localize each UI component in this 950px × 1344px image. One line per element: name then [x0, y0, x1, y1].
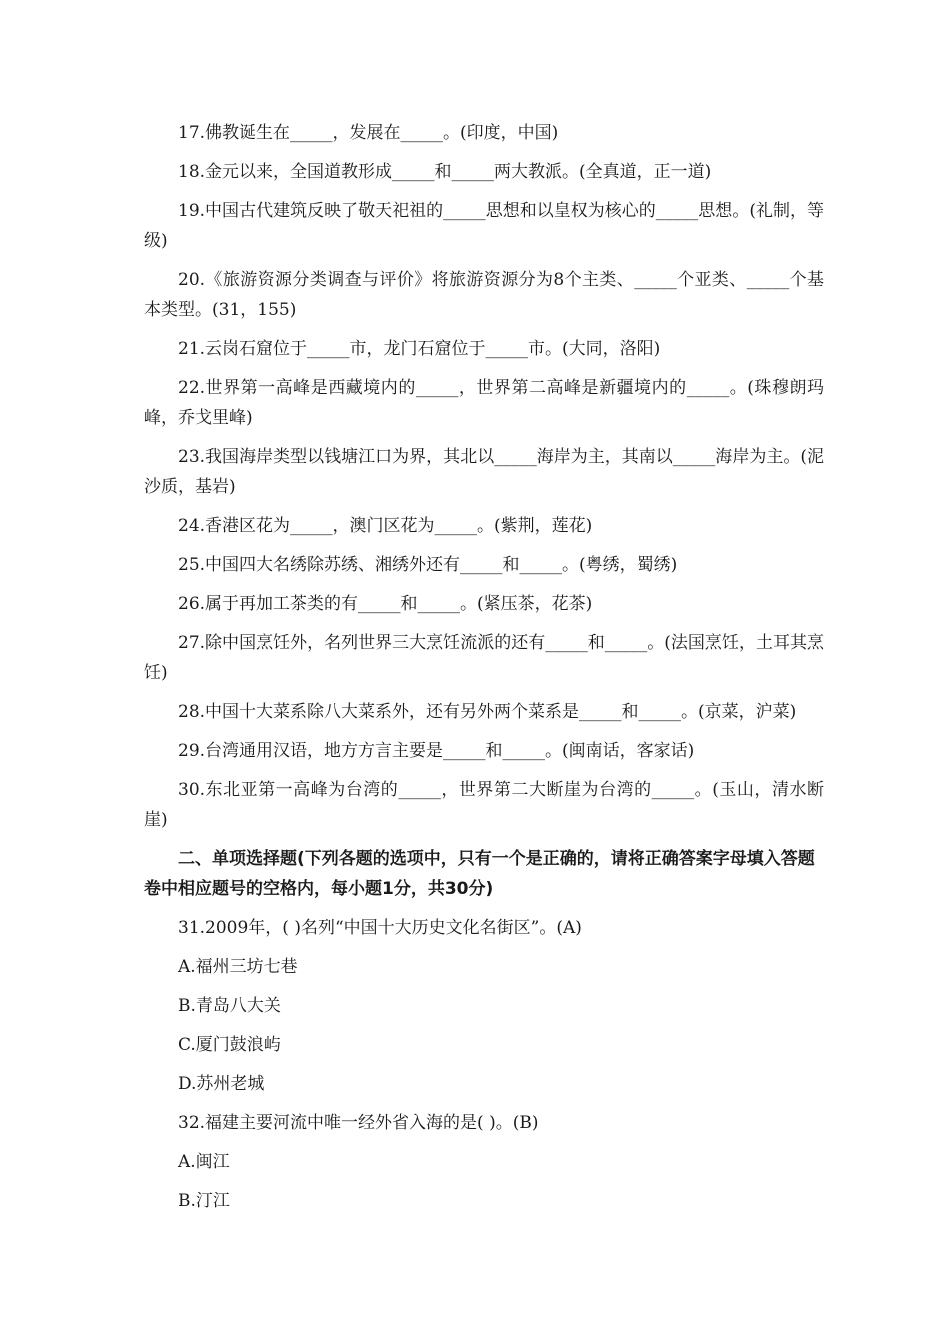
- question-24: 24.香港区花为_____，澳门区花为_____。(紫荆，莲花): [178, 516, 593, 536]
- question-25: 25.中国四大名绣除苏绣、湘绣外还有_____和_____。(粤绣，蜀绣): [178, 555, 678, 575]
- question-17: 17.佛教诞生在_____，发展在_____。(印度，中国): [178, 123, 559, 143]
- question-28: 28.中国十大菜系除八大菜系外，还有另外两个菜系是_____和_____。(京菜，沪菜): [178, 702, 797, 722]
- question-26: 26.属于再加工茶类的有_____和_____。(紧压茶，花茶): [178, 594, 593, 614]
- question-23: 23.我国海岸类型以钱塘江口为界，其北以_____海岸为主，其南以_____海岸为主。(泥沙质，基岩): [144, 447, 824, 497]
- section-heading-single-choice: 二、单项选择题(下列各题的选项中，只有一个是正确的，请将正确答案字母填入答题卷中相应题号的空格内，每小题1分，共30分): [144, 849, 815, 899]
- option-32-b: B.汀江: [178, 1191, 230, 1211]
- question-27: 27.除中国烹饪外，名列世界三大烹饪流派的还有_____和_____。(法国烹饪，土耳其烹饪): [144, 633, 824, 683]
- question-20: 20.《旅游资源分类调查与评价》将旅游资源分为8个主类、_____个亚类、_____个基本类型。(31，155): [144, 270, 824, 320]
- question-21: 21.云岗石窟位于_____市，龙门石窟位于_____市。(大同，洛阳): [178, 339, 661, 359]
- question-31: 31.2009年，( )名列“中国十大历史文化名街区”。(A): [178, 918, 582, 938]
- document-page: [144, 118, 824, 1225]
- question-30: 30.东北亚第一高峰为台湾的_____，世界第二大断崖为台湾的_____。(玉山，清水断崖): [144, 780, 824, 830]
- question-19: 19.中国古代建筑反映了敬天祀祖的_____思想和以皇权为核心的_____思想。(礼制，等级): [144, 201, 824, 251]
- option-32-a: A.闽江: [178, 1152, 230, 1172]
- option-31-c: C.厦门鼓浪屿: [178, 1035, 281, 1055]
- option-31-d: D.苏州老城: [178, 1074, 265, 1094]
- question-22: 22.世界第一高峰是西藏境内的_____，世界第二高峰是新疆境内的_____。(珠穆朗玛峰，乔戈里峰): [144, 378, 824, 428]
- option-31-a: A.福州三坊七巷: [178, 957, 298, 977]
- question-18: 18.金元以来，全国道教形成_____和_____两大教派。(全真道，正一道): [178, 162, 712, 182]
- option-31-b: B.青岛八大关: [178, 996, 281, 1016]
- question-29: 29.台湾通用汉语，地方方言主要是_____和_____。(闽南话，客家话): [178, 741, 695, 761]
- question-32: 32.福建主要河流中唯一经外省入海的是( )。(B): [178, 1113, 539, 1133]
